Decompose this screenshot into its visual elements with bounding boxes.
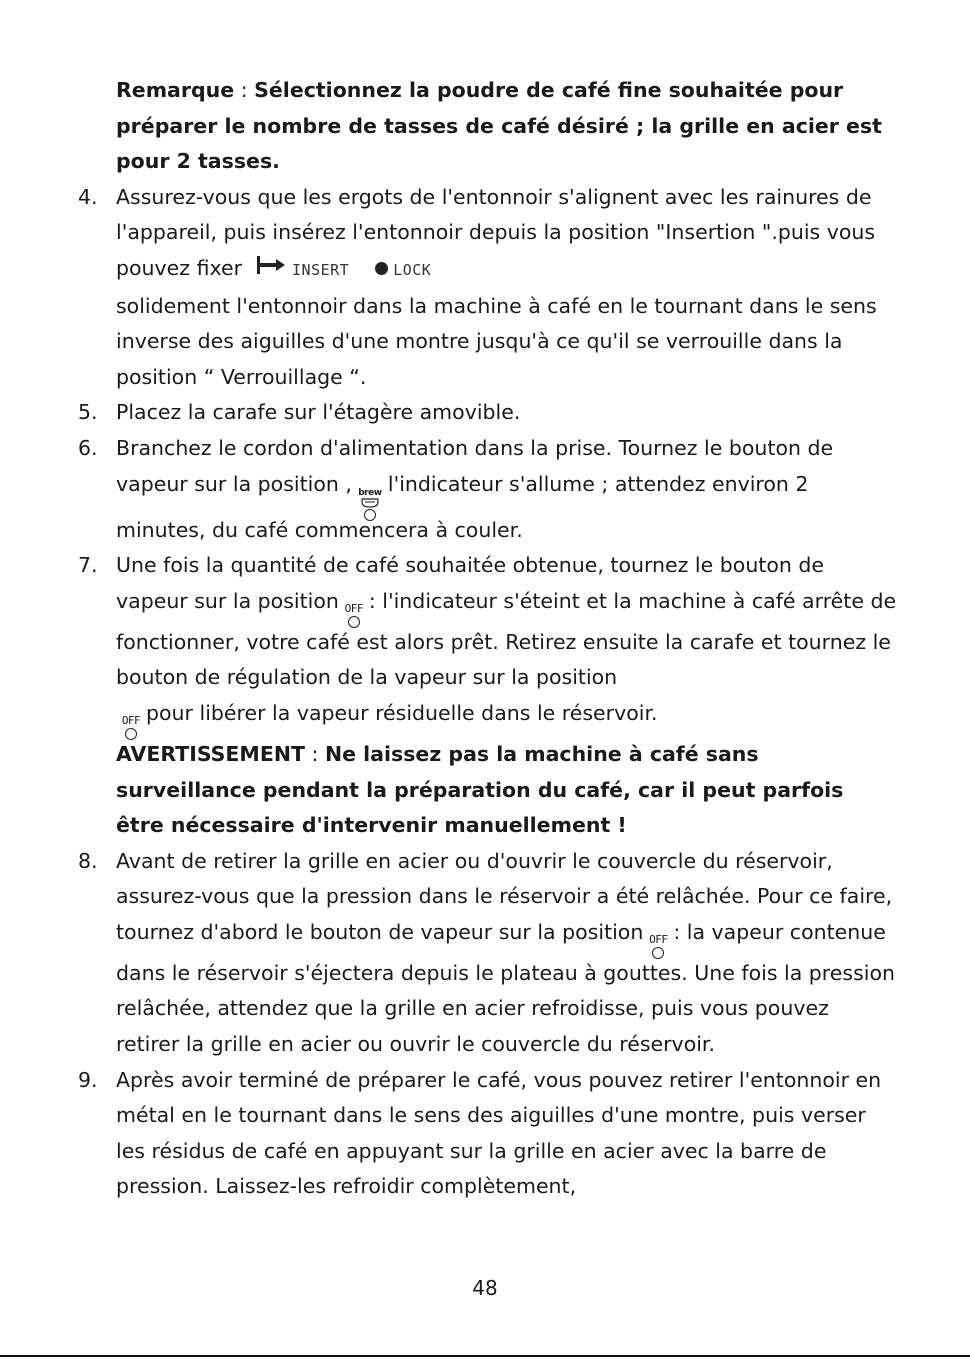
note-label: Remarque	[116, 78, 235, 102]
warning-label: AVERTISSEMENT	[116, 741, 305, 766]
list-item-4	[78, 180, 898, 396]
page-content	[78, 73, 898, 1205]
lock-label: LOCK	[393, 260, 432, 279]
item-number: 9.	[78, 1067, 98, 1092]
brew-position-icon	[353, 489, 387, 517]
off-position-icon	[340, 603, 368, 629]
insert-label: INSERT	[292, 260, 350, 279]
item-text: Une fois la quantité de café souhaitée obtenue, tournez le bouton de vapeur sur la position	[116, 553, 825, 613]
off-symbol-label: OFF	[649, 932, 668, 946]
list-item-5	[78, 395, 898, 431]
insert-arrow-icon	[256, 251, 286, 287]
list-item-9	[78, 1063, 898, 1205]
item-number: 7.	[78, 553, 98, 578]
off-position-icon	[644, 934, 672, 960]
item-text: Placez la carafe sur l'étagère amovible.	[116, 400, 521, 425]
brew-symbol-label: brew	[358, 487, 382, 498]
item-number: 8.	[78, 848, 98, 873]
item-text: Assurez-vous que les ergots de l'entonnoir s'alignent avec les rainures de l'appareil, puis insérez l'entonnoir depuis la position "Insertion ".puis vous pouvez fixer	[116, 184, 876, 280]
circle-indicator-icon	[652, 947, 664, 959]
note-separator: :	[234, 78, 255, 102]
item-text-continued: : la vapeur contenue dans le réservoir s'éjectera depuis le plateau à gouttes. Une fois la pression relâchée, attendez que la grille en acier refroidisse, puis vous pouvez retirer la grille en acier ou ouvrir le couvercle du réservoir.	[116, 919, 895, 1057]
item-number: 4.	[78, 184, 98, 209]
item-text-end: pour libérer la vapeur résiduelle dans le réservoir.	[146, 700, 658, 725]
item-text-continued: solidement l'entonnoir dans la machine à café en le tournant dans le sens inverse des aiguilles d'une montre jusqu'à ce qu'il se verrouille dans la position “ Verrouillage “.	[116, 293, 877, 389]
warning-separator: :	[304, 741, 325, 766]
circle-indicator-icon	[348, 616, 360, 628]
item-text: Après avoir terminé de préparer le café, vous pouvez retirer l'entonnoir en métal en le tournant dans le sens des aiguilles d'une montre, puis verser les résidus de café en appuyant sur la grille en acier avec la barre de pression. Laissez-les refroidir complètement,	[116, 1067, 882, 1199]
circle-indicator-icon	[364, 509, 376, 521]
item-text-continued: l'indicateur s'allume ; attendez environ 2 minutes, du café commencera à couler.	[116, 471, 809, 542]
list-item-6	[78, 431, 898, 548]
item-number: 5.	[78, 400, 98, 425]
list-item-7	[78, 548, 898, 737]
list-item-8	[78, 844, 898, 1063]
lock-dot-icon	[375, 262, 388, 275]
note-paragraph	[78, 73, 898, 180]
item-text-continued: : l'indicateur s'éteint et la machine à café arrête de fonctionner, votre café est alors prêt. Retirez ensuite la carafe et tournez le bouton de régulation de la vapeur sur la position	[116, 588, 897, 690]
item-text: Avant de retirer la grille en acier ou d'ouvrir le couvercle du réservoir, assurez-vous que la pression dans le réservoir a été relâchée. Pour ce faire, tournez d'abord le bouton de vapeur sur la position	[116, 848, 893, 944]
off-symbol-label: OFF	[121, 713, 141, 727]
item-text: Branchez le cordon d'alimentation dans la prise. Tournez le bouton de vapeur sur la position ,	[116, 435, 834, 496]
warning-paragraph	[78, 737, 898, 844]
item-number: 6.	[78, 435, 98, 460]
note-text: Sélectionnez la poudre de café fine souhaitée pour préparer le nombre de tasses de café désiré ; la grille en acier est pour 2 tasses.	[116, 78, 882, 174]
bottom-divider	[0, 1355, 970, 1357]
page-number: 48	[472, 1276, 498, 1300]
off-symbol-label: OFF	[344, 601, 364, 615]
warning-text: Ne laissez pas la machine à café sans surveillance pendant la préparation du café, car il peut parfois être nécessaire d'intervenir manuellement !	[116, 741, 844, 838]
